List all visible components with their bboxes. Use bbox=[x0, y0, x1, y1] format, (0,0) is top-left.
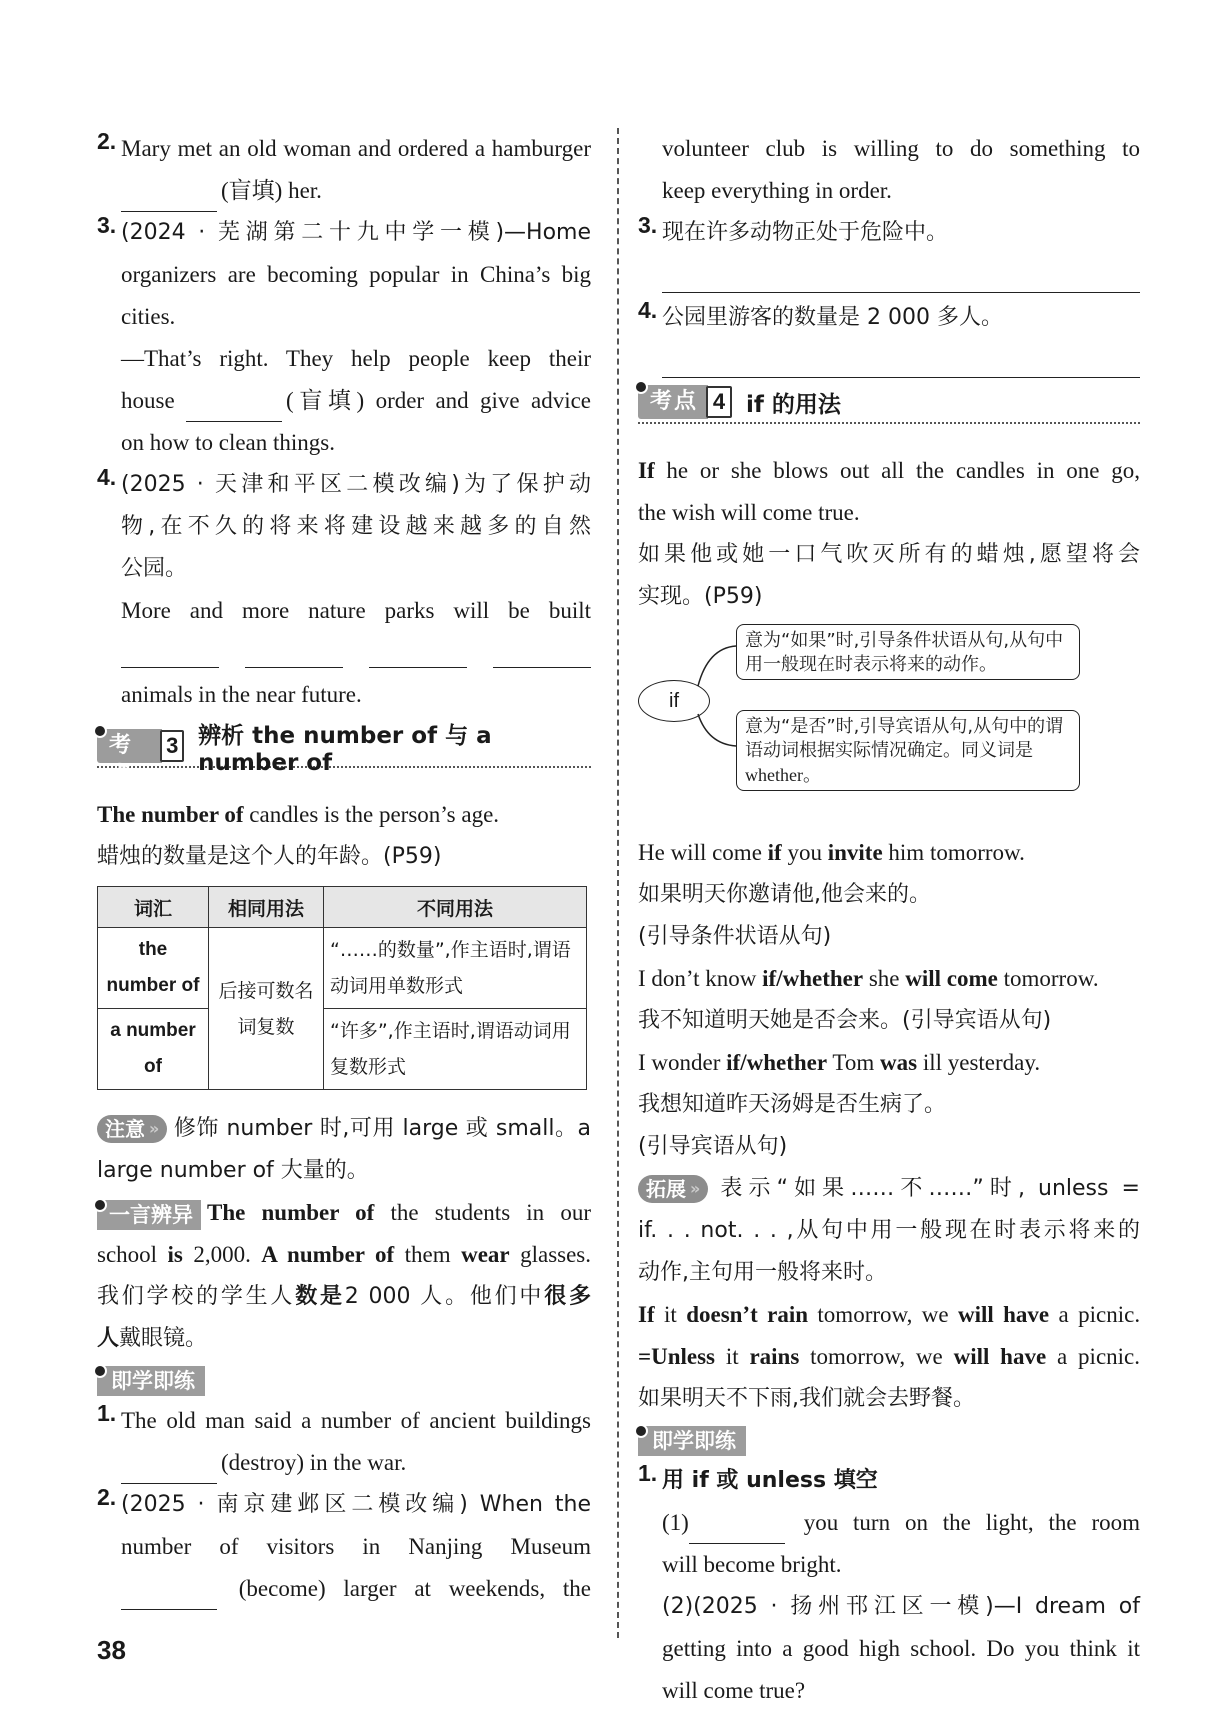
column-divider bbox=[617, 128, 619, 1638]
if-mindmap bbox=[638, 624, 1140, 824]
table-header: 相同用法 bbox=[209, 887, 324, 928]
table-cell: “许多”,作主语时,谓语动词用复数形式 bbox=[324, 1009, 587, 1090]
chevron-right-icon: » bbox=[690, 1179, 701, 1198]
table-cell: 后接可数名词复数 bbox=[209, 928, 324, 1090]
question-text: Mary met an old woman and ordered a hamburger bbox=[121, 136, 591, 161]
question-3: 3. 现在许多动物正处于危险中。 bbox=[638, 212, 949, 245]
practice-question-2: 2. (2025 · 南京建邺区二模改编) When the number of visitors in Nanjing Museum (become) larger at weekends, the bbox=[97, 1484, 591, 1610]
sub-question-1: (1) you turn on the light, the room will become bright. bbox=[662, 1510, 1141, 1577]
example-sentence: He will come if you invite him tomorrow. bbox=[638, 840, 1025, 865]
answer-blank[interactable] bbox=[121, 1459, 217, 1484]
example-sentence: =Unless it rains tomorrow, we will have a picnic. bbox=[638, 1344, 1140, 1369]
question-4: 4. 公园里游客的数量是 2 000 多人。 bbox=[638, 297, 1003, 330]
comparison-table bbox=[97, 886, 587, 1090]
table-cell: the number of bbox=[98, 928, 209, 1009]
answer-blank[interactable] bbox=[689, 1519, 785, 1544]
example-sentence: I wonder if/whether Tom was ill yesterday. bbox=[638, 1050, 1041, 1075]
meaning-if-box: 意为“如果”时,引导条件状语从句,从句中用一般现在时表示将来的动作。 bbox=[736, 624, 1080, 680]
section-header-4 bbox=[638, 382, 1140, 424]
example-sentence: If it doesn’t rain tomorrow, we will have a picnic. bbox=[638, 1302, 1141, 1327]
answer-blanks bbox=[97, 632, 591, 674]
contrast-example: 一言辨异 The number of the students in our bbox=[97, 1192, 591, 1234]
page-number: 38 bbox=[97, 1635, 126, 1665]
answer-blank[interactable] bbox=[369, 643, 467, 668]
section-tag: 考点 bbox=[638, 385, 708, 419]
example-sentence: If he or she blows out all the candles in one go, bbox=[638, 458, 1140, 483]
section-title: if 的用法 bbox=[746, 391, 841, 418]
question-2: 2. Mary met an old woman and ordered a hamburger (盲填) her. bbox=[97, 128, 591, 212]
section-title: 辨析 the number of 与 a number of bbox=[198, 722, 492, 776]
answer-blank[interactable] bbox=[121, 1585, 217, 1610]
question-source: (2024 · 芜湖第二十九中学一模)—Home bbox=[121, 220, 591, 245]
answer-blank[interactable] bbox=[121, 643, 219, 668]
section-header-3 bbox=[97, 722, 591, 788]
question-3: 3. (2024 · 芜湖第二十九中学一模)—Home organizers are becoming popular in China’s big cities. —That’s right. They help people keep their house (盲填) order and give advice on how to clean things. bbox=[97, 212, 592, 455]
contrast-tag: 一言辨异 bbox=[97, 1200, 201, 1230]
table-cell: “……的数量”,作主语时,谓语动词用单数形式 bbox=[324, 928, 587, 1009]
section-number: 4 bbox=[706, 386, 732, 418]
answer-line[interactable] bbox=[662, 254, 1140, 293]
question-4: 4. (2025 · 天津和平区二模改编)为了保护动 物,在不久的将来将建设越来越多的自然 公园。 More and more nature parks will be built bbox=[97, 464, 591, 623]
example-sentence: The number of candles is the person’s age. bbox=[97, 802, 500, 827]
right-column: volunteer club is willing to do something to keep everything in order. 3. 现在许多动物正处于危险中。 4. 公园里游客的数量是 2 000 多人。 考点 4 if 的用法 If he or she blows out all the candles in one go, the wish will come true. 如果他或她一口气吹灭所有的蜡烛,愿望将会 实现。(P59) if 意为“如果”时,引导条件状语从句,从句中用一般现在时表示将来的动作。 意为“是否”时,引导宾语从句,从句中的谓语动词根据实际情况确定。同义词是whether。 He will come if you invite him tomorrow. 如果明天你邀请他,他会来的。 (引导条件状语从句) I don’t know if/whether she will come tomorrow. 我不知道明天她是否会来。(引导宾语从句) I wonder if/whether Tom was ill yesterday. 我想知道昨天汤姆是否生病了。 (引导宾语从句) 拓展 » 表示“如果……不……”时, unless = if. . . not. . . ,从句中用一般现在时表示将来的 动作,主句用一般将来时。 If it doesn’t rain tomorrow, we will have a picnic. =Unless it rains tomorrow, we will have a picnic. 如果明天不下雨,我们就会去野餐。 即学即练 1. 用 if 或 unless 填空 (1) you turn on the light, the room will become bright. (2)(2025 · 扬州邗江区一模)—I dream of getting into a good high school. Do you think it will come true? bbox=[638, 128, 1140, 1712]
if-node: if bbox=[638, 680, 710, 722]
table-header: 不同用法 bbox=[324, 887, 587, 928]
answer-blank[interactable] bbox=[493, 643, 591, 668]
answer-blank[interactable] bbox=[121, 187, 217, 212]
section-number: 3 bbox=[160, 730, 184, 762]
note: 注意 » 修饰 number 时,可用 large 或 small。a bbox=[97, 1108, 591, 1150]
extension-note: 拓展 » 表示“如果……不……”时, unless = bbox=[638, 1168, 1140, 1210]
practice-question-1: 1. The old man said a number of ancient buildings (destroy) in the war. bbox=[97, 1400, 591, 1484]
extension-badge: 拓展 » bbox=[638, 1175, 708, 1203]
note-badge: 注意 » bbox=[97, 1115, 167, 1143]
answer-blank[interactable] bbox=[245, 643, 343, 668]
example-sentence: I don’t know if/whether she will come tomorrow. bbox=[638, 966, 1099, 991]
practice-question-1: 1. 用 if 或 unless 填空 bbox=[638, 1460, 878, 1493]
chevron-right-icon: » bbox=[149, 1119, 160, 1138]
table-header: 词汇 bbox=[98, 887, 209, 928]
answer-blank[interactable] bbox=[186, 397, 282, 422]
practice-tag: 即学即练 bbox=[97, 1366, 205, 1396]
section-tag: 考点 bbox=[97, 729, 162, 763]
example-translation: 蜡烛的数量是这个人的年龄。(P59) bbox=[97, 844, 442, 869]
table-cell: a number of bbox=[98, 1009, 209, 1090]
practice-tag: 即学即练 bbox=[638, 1426, 746, 1456]
sub-question-2: (2)(2025 · 扬州邗江区一模)—I dream of getting into a good high school. Do you think it will come true? bbox=[662, 1594, 1140, 1703]
answer-line[interactable] bbox=[662, 339, 1140, 378]
meaning-whether-box: 意为“是否”时,引导宾语从句,从句中的谓语动词根据实际情况确定。同义词是whether。 bbox=[736, 710, 1080, 791]
left-column: 2. Mary met an old woman and ordered a hamburger (盲填) her. 3. (2024 · 芜湖第二十九中学一模)—Home organizers are becoming popular in China’s big cities. —That’s right. They help people keep their house (盲填) order and give advice on how to clean things. 4. (2025 · 天津和平区二模改编)为了保护动 物,在不久的将来将建设越来越多的自然 公园。 More and more nature parks will be built animals in the near future. 考点 3 辨析 the number of 与 a number of The number of candles is the person’s age. 蜡烛的数量是这个人的年龄。(P59) 词汇 相同用法 不同用法 the number of 后接可数名词复数 “……的数量”,作主语时,谓语动词用单数形式 a number of “许多”,作主语时,谓语动词用复数形式 注意 » 修饰 number 时,可用 large 或 small。a large number of 大量的。 一言辨异 The number of the students in our school is 2,000. A number of them wear glasses. 我们学校的学生人数是2 000 人。他们中很多 人戴眼镜。 即学即练 1. The old man said a number of ancient buildings (destroy) in the war. 2. (2025 · 南京建邺区二模改编) When the number of visitors in Nanjing Museum (become) larger at weekends, the bbox=[97, 128, 591, 1610]
